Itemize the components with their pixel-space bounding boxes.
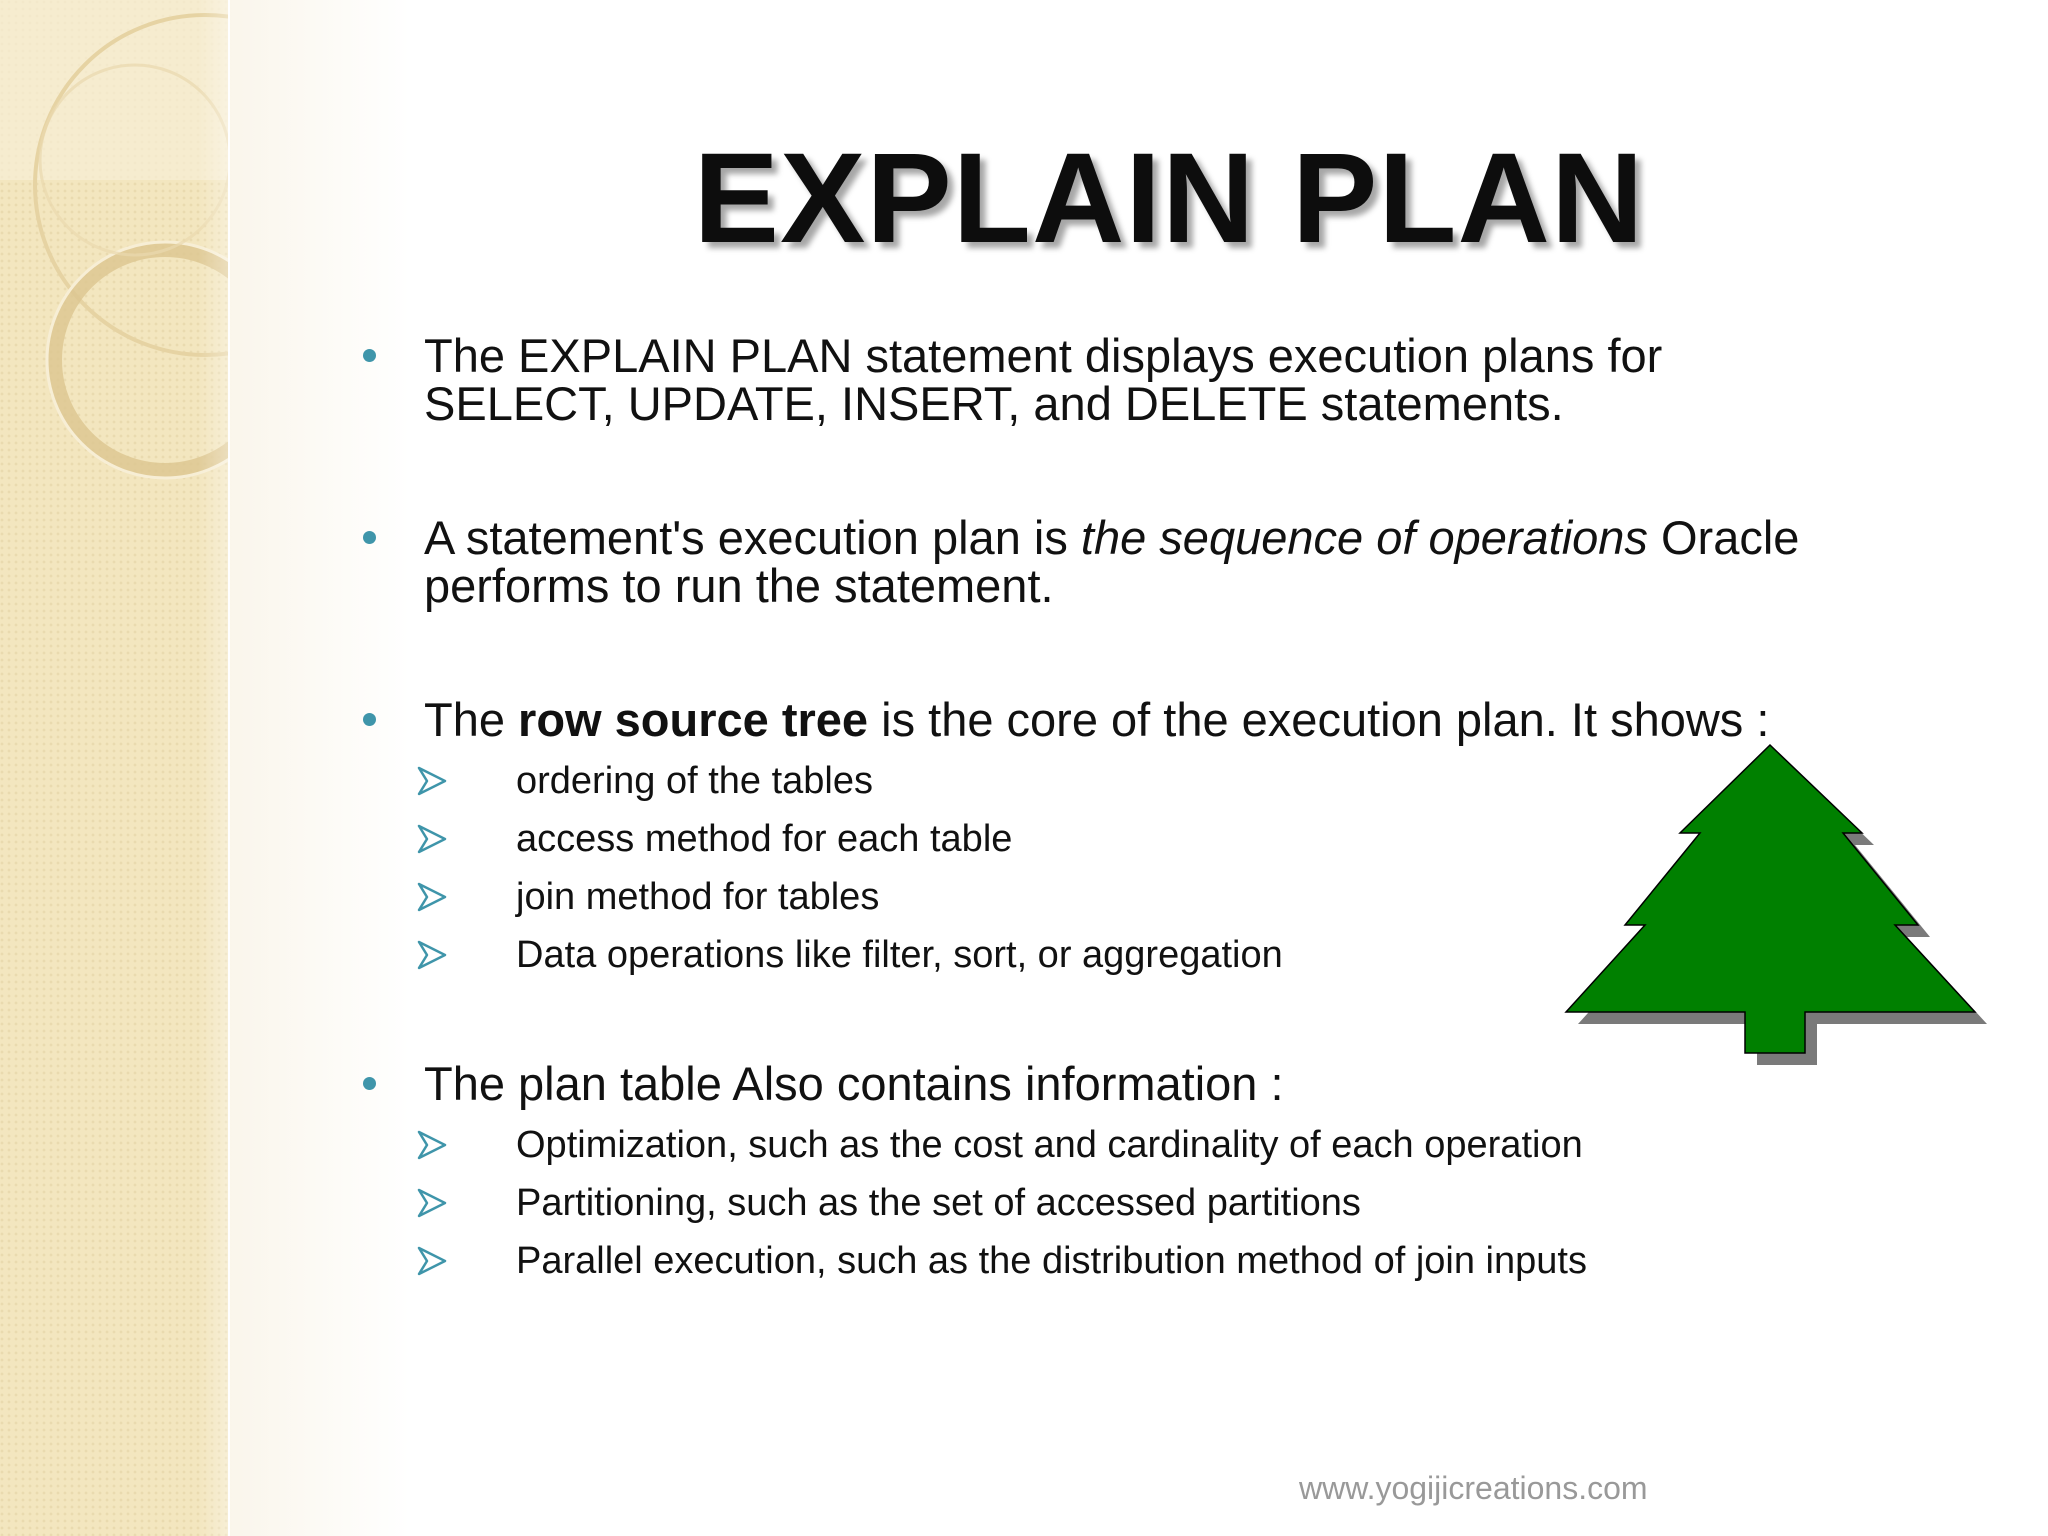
bullet-2-line-1 [424,511,1964,564]
footer-website: www.yogijicreations.com [1299,1470,1648,1506]
sub-item: Parallel execution, such as the distribution method of join inputs [516,1240,1587,1282]
pine-tree-icon [1560,740,2000,1070]
bullet-1-text [424,329,1964,430]
sub-item: Data operations like filter, sort, or aggregation [516,934,1283,976]
arrow-bullet-icon [416,1129,448,1161]
dot-bullet-icon [363,713,376,726]
dot-bullet-icon [363,1077,376,1090]
sub-item: join method for tables [516,876,880,918]
bullet-2-text-end: Oracle [1647,511,1800,564]
bullet-1-line-2: SELECT, UPDATE, INSERT, and DELETE statements. [424,377,1564,430]
bullet-3-text-start: The [424,693,519,746]
arrow-bullet-icon [416,823,448,855]
bullet-4-text: The plan table Also contains information : [424,1057,1284,1110]
dot-bullet-icon [363,531,376,544]
bullet-2-line-2: performs to run the statement. [424,559,1054,612]
bullet-3-bold-term: row source tree [518,693,869,746]
sub-item: Optimization, such as the cost and cardinality of each operation [516,1124,1583,1166]
bullet-1-line-1: The EXPLAIN PLAN statement displays execution plans for [424,329,1663,382]
bullet-3-text-end: is the core of the execution plan. It shows : [868,693,1770,746]
sub-item: Partitioning, such as the set of accessed partitions [516,1182,1361,1224]
arrow-bullet-icon [416,881,448,913]
bullet-2-text [424,511,1964,612]
arrow-bullet-icon [416,765,448,797]
sub-item: ordering of the tables [516,760,874,802]
bullet-2-emphasis: the sequence of operations [1080,511,1648,564]
arrow-bullet-icon [416,1187,448,1219]
arrow-bullet-icon [416,939,448,971]
slide-title: EXPLAIN PLAN [693,127,1645,270]
arrow-bullet-icon [416,1245,448,1277]
bullet-3-text [424,693,1964,746]
bullet-2-text-start: A statement's execution plan is [424,511,1081,564]
sub-item: access method for each table [516,818,1013,860]
dot-bullet-icon [363,349,376,362]
